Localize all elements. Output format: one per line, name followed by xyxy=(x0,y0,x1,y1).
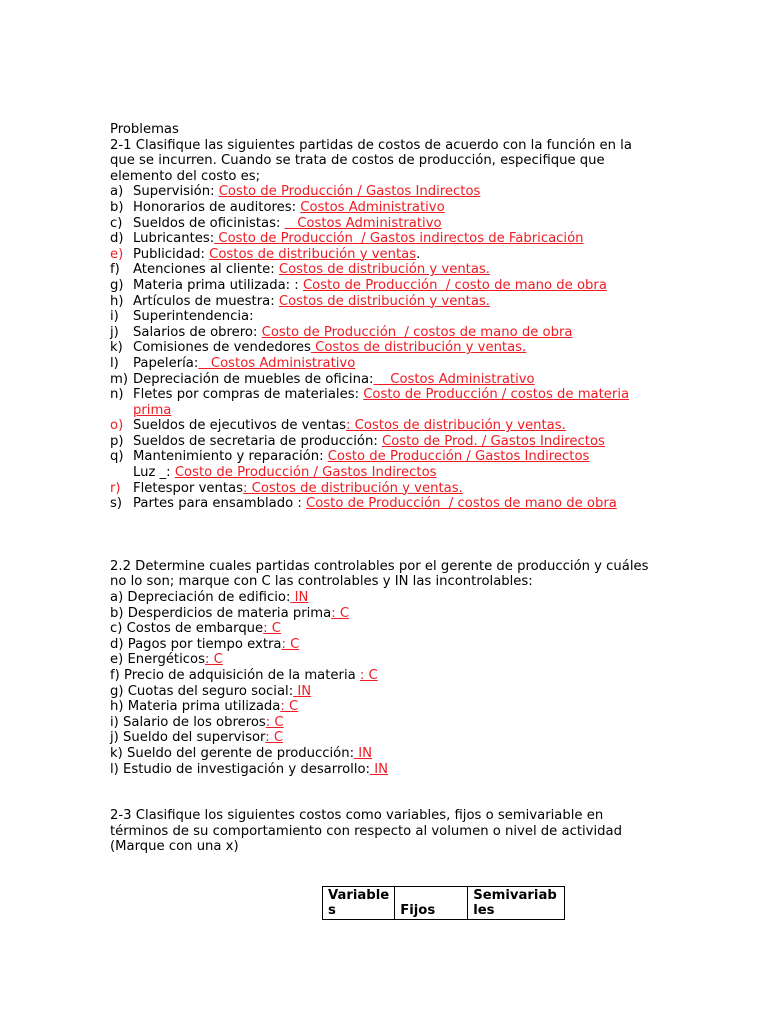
item-answer: : C xyxy=(331,605,350,621)
item-label: Sueldos de oficinistas: xyxy=(133,215,285,231)
item-label: Superintendencia: xyxy=(133,309,254,325)
item-answer: : C xyxy=(281,636,300,652)
item-label: Materia prima utilizada: : xyxy=(133,277,303,293)
list-item xyxy=(110,481,650,497)
list-item xyxy=(110,590,650,606)
item-letter: q) xyxy=(110,449,124,465)
item-suffix: . xyxy=(416,246,421,262)
item-answer: IN xyxy=(354,745,372,761)
item-answer: Costos de distribución y ventas. xyxy=(278,262,490,278)
item-letter: r) xyxy=(110,480,121,496)
table-header-semivariables: Semivariab les xyxy=(468,887,565,920)
item-letter: i) xyxy=(110,309,119,325)
list-item xyxy=(110,309,650,325)
item-label: k) Sueldo del gerente de producción: xyxy=(110,745,355,761)
item-label: l) Estudio de investigación y desarrollo: xyxy=(110,761,370,777)
item-label: b) Desperdicios de materia prima xyxy=(110,605,332,621)
item-label: Partes para ensamblado : xyxy=(133,496,307,512)
item-answer: IN xyxy=(290,590,309,606)
list-item xyxy=(110,340,650,356)
item-label: Salarios de obrero: xyxy=(133,324,262,340)
variables-table xyxy=(322,886,565,920)
item-label: d) Pagos por tiempo extra xyxy=(110,636,282,652)
list-item xyxy=(110,434,650,450)
item-label: j) Sueldo del supervisor xyxy=(110,730,266,746)
spacer xyxy=(110,777,650,808)
item-extra-answer: Costo de Producción / Gastos Indirectos xyxy=(174,465,437,481)
list-item xyxy=(110,652,650,668)
item-label: e) Energéticos xyxy=(110,652,205,668)
item-label: Atenciones al cliente: xyxy=(133,262,279,278)
list-item xyxy=(110,216,650,232)
item-answer: Costos Administrativo xyxy=(373,371,535,387)
item-answer: Costo de Producción / costos de mano de obra xyxy=(261,324,573,340)
item-answer: : Costos de distribución y ventas. xyxy=(242,480,463,496)
item-letter: f) xyxy=(110,262,120,278)
item-label: Fletes por compras de materiales: xyxy=(133,387,364,403)
item-label: Sueldos de ejecutivos de ventas xyxy=(133,418,347,434)
item-label: Publicidad: xyxy=(133,246,210,262)
item-label: c) Costos de embarque xyxy=(110,621,264,637)
item-answer: Costo de Producción / costos de materia prima xyxy=(133,387,630,418)
list-item xyxy=(110,231,650,247)
item-answer: Costos Administrativo xyxy=(300,199,445,215)
list-item xyxy=(110,684,650,700)
item-answer: Costo de Producción / Gastos Indirectos xyxy=(327,449,590,465)
table-header-row xyxy=(323,887,565,920)
item-extra-label: Luz _: xyxy=(133,465,175,481)
item-label: h) Materia prima utilizada xyxy=(110,699,281,715)
item-label: Depreciación de muebles de oficina: xyxy=(133,371,374,387)
item-answer: Costos Administrativo xyxy=(198,355,356,371)
item-letter: s) xyxy=(110,496,123,512)
problem-2-1-intro: 2-1 Clasifique las siguientes partidas de costos de acuerdo con la función en la que se incurren. Cuando se trata de costos de producción, especifique que elemento del costo es; xyxy=(110,137,632,184)
list-item xyxy=(110,247,650,263)
list-item xyxy=(110,200,650,216)
problem-2-2-list xyxy=(110,590,650,777)
item-letter: n) xyxy=(110,387,124,403)
item-answer: Costo de Prod. / Gastos Indirectos xyxy=(381,433,605,449)
item-label: g) Cuotas del seguro social: xyxy=(110,683,294,699)
item-letter: g) xyxy=(110,277,124,293)
spacer xyxy=(110,512,650,559)
list-item xyxy=(110,418,650,434)
list-item xyxy=(110,294,650,310)
item-answer: : C xyxy=(263,621,282,637)
list-item xyxy=(110,387,650,418)
item-answer: : C xyxy=(265,714,284,730)
item-answer: IN xyxy=(370,761,388,777)
problem-2-3-intro: 2-3 Clasifique los siguientes costos como variables, fijos o semivariable en términos de su comportamiento con respecto al volumen o nivel de actividad (Marque con una x) xyxy=(110,808,622,855)
item-letter: d) xyxy=(110,231,124,247)
item-letter: c) xyxy=(110,215,123,231)
item-letter: m) xyxy=(110,371,128,387)
item-label: Sueldos de secretaria de producción: xyxy=(133,433,382,449)
item-answer: Costos de distribución y ventas. xyxy=(278,293,490,309)
item-answer: Costo de Producción / Gastos Indirectos xyxy=(218,184,481,200)
item-answer: Costo de Producción / costos de mano de obra xyxy=(306,496,617,512)
item-answer: : C xyxy=(359,668,378,683)
item-answer: : Costos de distribución y ventas. xyxy=(346,418,566,434)
list-item xyxy=(110,699,650,715)
list-item xyxy=(110,325,650,341)
list-item xyxy=(110,746,650,762)
item-answer: Costo de Producción / Gastos indirectos de Fabricación xyxy=(214,231,584,247)
list-item xyxy=(110,496,650,512)
item-label: a) Depreciación de edificio: xyxy=(110,590,291,606)
item-label: Mantenimiento y reparación: xyxy=(133,449,328,465)
item-label: Fletespor ventas xyxy=(133,480,243,496)
item-answer: Costos Administrativo xyxy=(284,215,442,231)
item-label: Supervisión: xyxy=(133,184,219,200)
item-answer: : C xyxy=(265,730,284,746)
item-answer: IN xyxy=(293,683,312,699)
item-letter: j) xyxy=(110,324,119,340)
list-item xyxy=(110,637,650,653)
document-page xyxy=(110,122,650,855)
item-label: Honorarios de auditores: xyxy=(133,199,301,215)
item-answer: Costo de Producción / costo de mano de obra xyxy=(302,277,607,293)
item-answer: : C xyxy=(204,652,223,668)
item-letter: k) xyxy=(110,340,123,356)
table-header-variables: Variable s xyxy=(323,887,395,920)
item-letter: b) xyxy=(110,199,124,215)
item-label: f) Precio de adquisición de la materia xyxy=(110,668,360,683)
list-item xyxy=(110,606,650,622)
problem-2-2-intro: 2.2 Determine cuales partidas controlables por el gerente de producción y cuáles no lo son; marque con C las controlables y IN las incontrolables: xyxy=(110,558,649,590)
list-item xyxy=(110,668,650,684)
item-answer: Costos de distribución y ventas xyxy=(209,246,417,262)
item-letter: p) xyxy=(110,433,124,449)
list-item xyxy=(110,372,650,388)
list-item xyxy=(110,715,650,731)
list-item xyxy=(110,262,650,278)
item-label: Lubricantes: xyxy=(133,231,215,247)
item-letter: l) xyxy=(110,355,119,371)
item-label: Artículos de muestra: xyxy=(133,293,279,309)
list-item xyxy=(110,762,650,778)
list-item xyxy=(110,356,650,372)
table-header-fijos: Fijos xyxy=(395,887,468,920)
item-letter: o) xyxy=(110,418,124,434)
problem-2-1-list xyxy=(110,184,650,511)
item-letter: a) xyxy=(110,184,124,200)
item-letter: h) xyxy=(110,293,124,309)
item-label: Papelería: xyxy=(133,355,199,371)
list-item xyxy=(110,730,650,746)
item-label: Comisiones de vendedores xyxy=(133,340,311,356)
list-item xyxy=(110,184,650,200)
item-answer: : C xyxy=(280,699,299,715)
list-item xyxy=(110,278,650,294)
item-label: i) Salario de los obreros xyxy=(110,714,266,730)
list-item xyxy=(110,449,650,480)
list-item xyxy=(110,621,650,637)
document-heading: Problemas xyxy=(110,122,179,137)
item-answer: Costos de distribución y ventas. xyxy=(310,340,527,356)
item-letter: e) xyxy=(110,246,124,262)
